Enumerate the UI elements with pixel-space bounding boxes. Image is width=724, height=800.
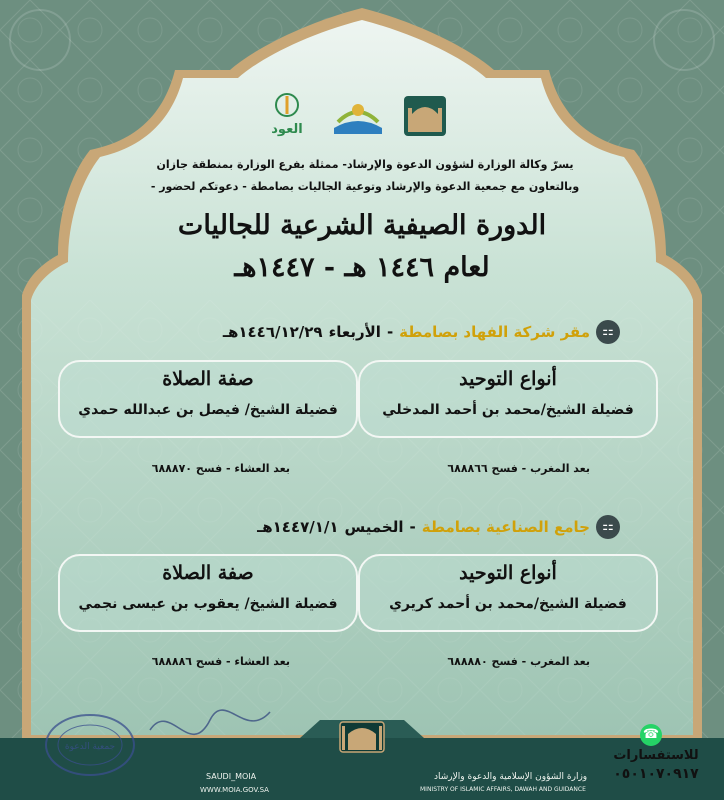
venue-2-date: ١٤٤٧/١/١هـ: [257, 518, 339, 536]
contact-label: للاستفسارات: [613, 748, 699, 763]
contact-phone[interactable]: ٠٥٠١٠٧٠٩١٧: [613, 766, 699, 782]
footer-website: WWW.MOIA.GOV.SA: [200, 786, 269, 794]
ministry-logo: [400, 92, 450, 140]
mosque-icon: ⚏: [596, 320, 620, 344]
venue-1-name: مقر شركة الفهاد بصامطة: [399, 323, 590, 341]
page-subtitle-year: لعام ١٤٤٦ هـ - ١٤٤٧هـ: [234, 252, 490, 283]
venue-1-date: ١٤٤٦/١٢/٢٩هـ: [222, 323, 323, 341]
lesson-card-1-time: بعد المغرب - فسح ٦٨٨٨٦٦: [447, 462, 590, 475]
footer-handle: SAUDI_MOIA: [206, 772, 257, 781]
venue-2-line: [60, 514, 590, 540]
venue-1-day: الأربعاء: [328, 323, 381, 341]
almood-logo-text: العود: [271, 122, 303, 137]
lesson-card-4-lecturer: فضيلة الشيخ/ يعقوب بن عيسى نجمي: [78, 596, 338, 612]
lesson-card-4-time: بعد العشاء - فسح ٦٨٨٨٨٦: [151, 655, 290, 668]
svg-text:جمعية الدعوة: جمعية الدعوة: [64, 742, 116, 752]
venue-2-separator: -: [409, 518, 416, 536]
lesson-card-3-title: أنواع التوحيد: [459, 562, 557, 584]
venue-1-line: [60, 319, 590, 345]
venue-1-separator: -: [386, 323, 394, 341]
lesson-card-1-title: أنواع التوحيد: [459, 368, 557, 390]
venue-2-name: جامع الصناعية بصامطة: [421, 518, 590, 536]
lesson-card-4-title: صفة الصلاة: [162, 562, 254, 584]
lesson-card-3-lecturer: فضيلة الشيخ/محمد بن أحمد كريري: [389, 596, 627, 612]
lesson-card-4: [58, 554, 358, 632]
lesson-card-1-lecturer: فضيلة الشيخ/محمد بن أحمد المدخلي: [382, 402, 634, 418]
lesson-card-1: [358, 360, 658, 438]
venue-2-day: الخميس: [344, 518, 404, 536]
dawah-association-logo: [328, 92, 378, 140]
page-title: الدورة الصيفية الشرعية للجاليات: [177, 210, 547, 241]
whatsapp-icon[interactable]: ☎: [640, 724, 662, 746]
lesson-card-2: [58, 360, 358, 438]
almood-logo: [262, 92, 312, 140]
mosque-icon-2: ⚏: [596, 515, 620, 539]
intro-line-1: يسرّ وكالة الوزارة لشؤون الدعوة والإرشاد- ممثلة بفرع الوزارة بمنطقة جازان: [156, 158, 574, 171]
lesson-card-3-time: بعد المغرب - فسح ٦٨٨٨٨٠: [447, 655, 590, 668]
footer-ministry-ar: وزارة الشؤون الإسلامية والدعوة والإرشاد: [434, 772, 588, 782]
lesson-card-2-time: بعد العشاء - فسح ٦٨٨٨٧٠: [151, 462, 290, 475]
lesson-card-2-title: صفة الصلاة: [162, 368, 254, 390]
lesson-card-2-lecturer: فضيلة الشيخ/ فيصل بن عبدالله حمدي: [78, 402, 338, 418]
lesson-card-3: [358, 554, 658, 632]
intro-line-2: وبالتعاون مع جمعية الدعوة والإرشاد وتوعية الجاليات بصامطة - دعوتكم لحضور -: [150, 180, 580, 193]
footer-ministry-en: MINISTRY OF ISLAMIC AFFAIRS, DAWAH AND GUIDANCE: [420, 786, 586, 793]
